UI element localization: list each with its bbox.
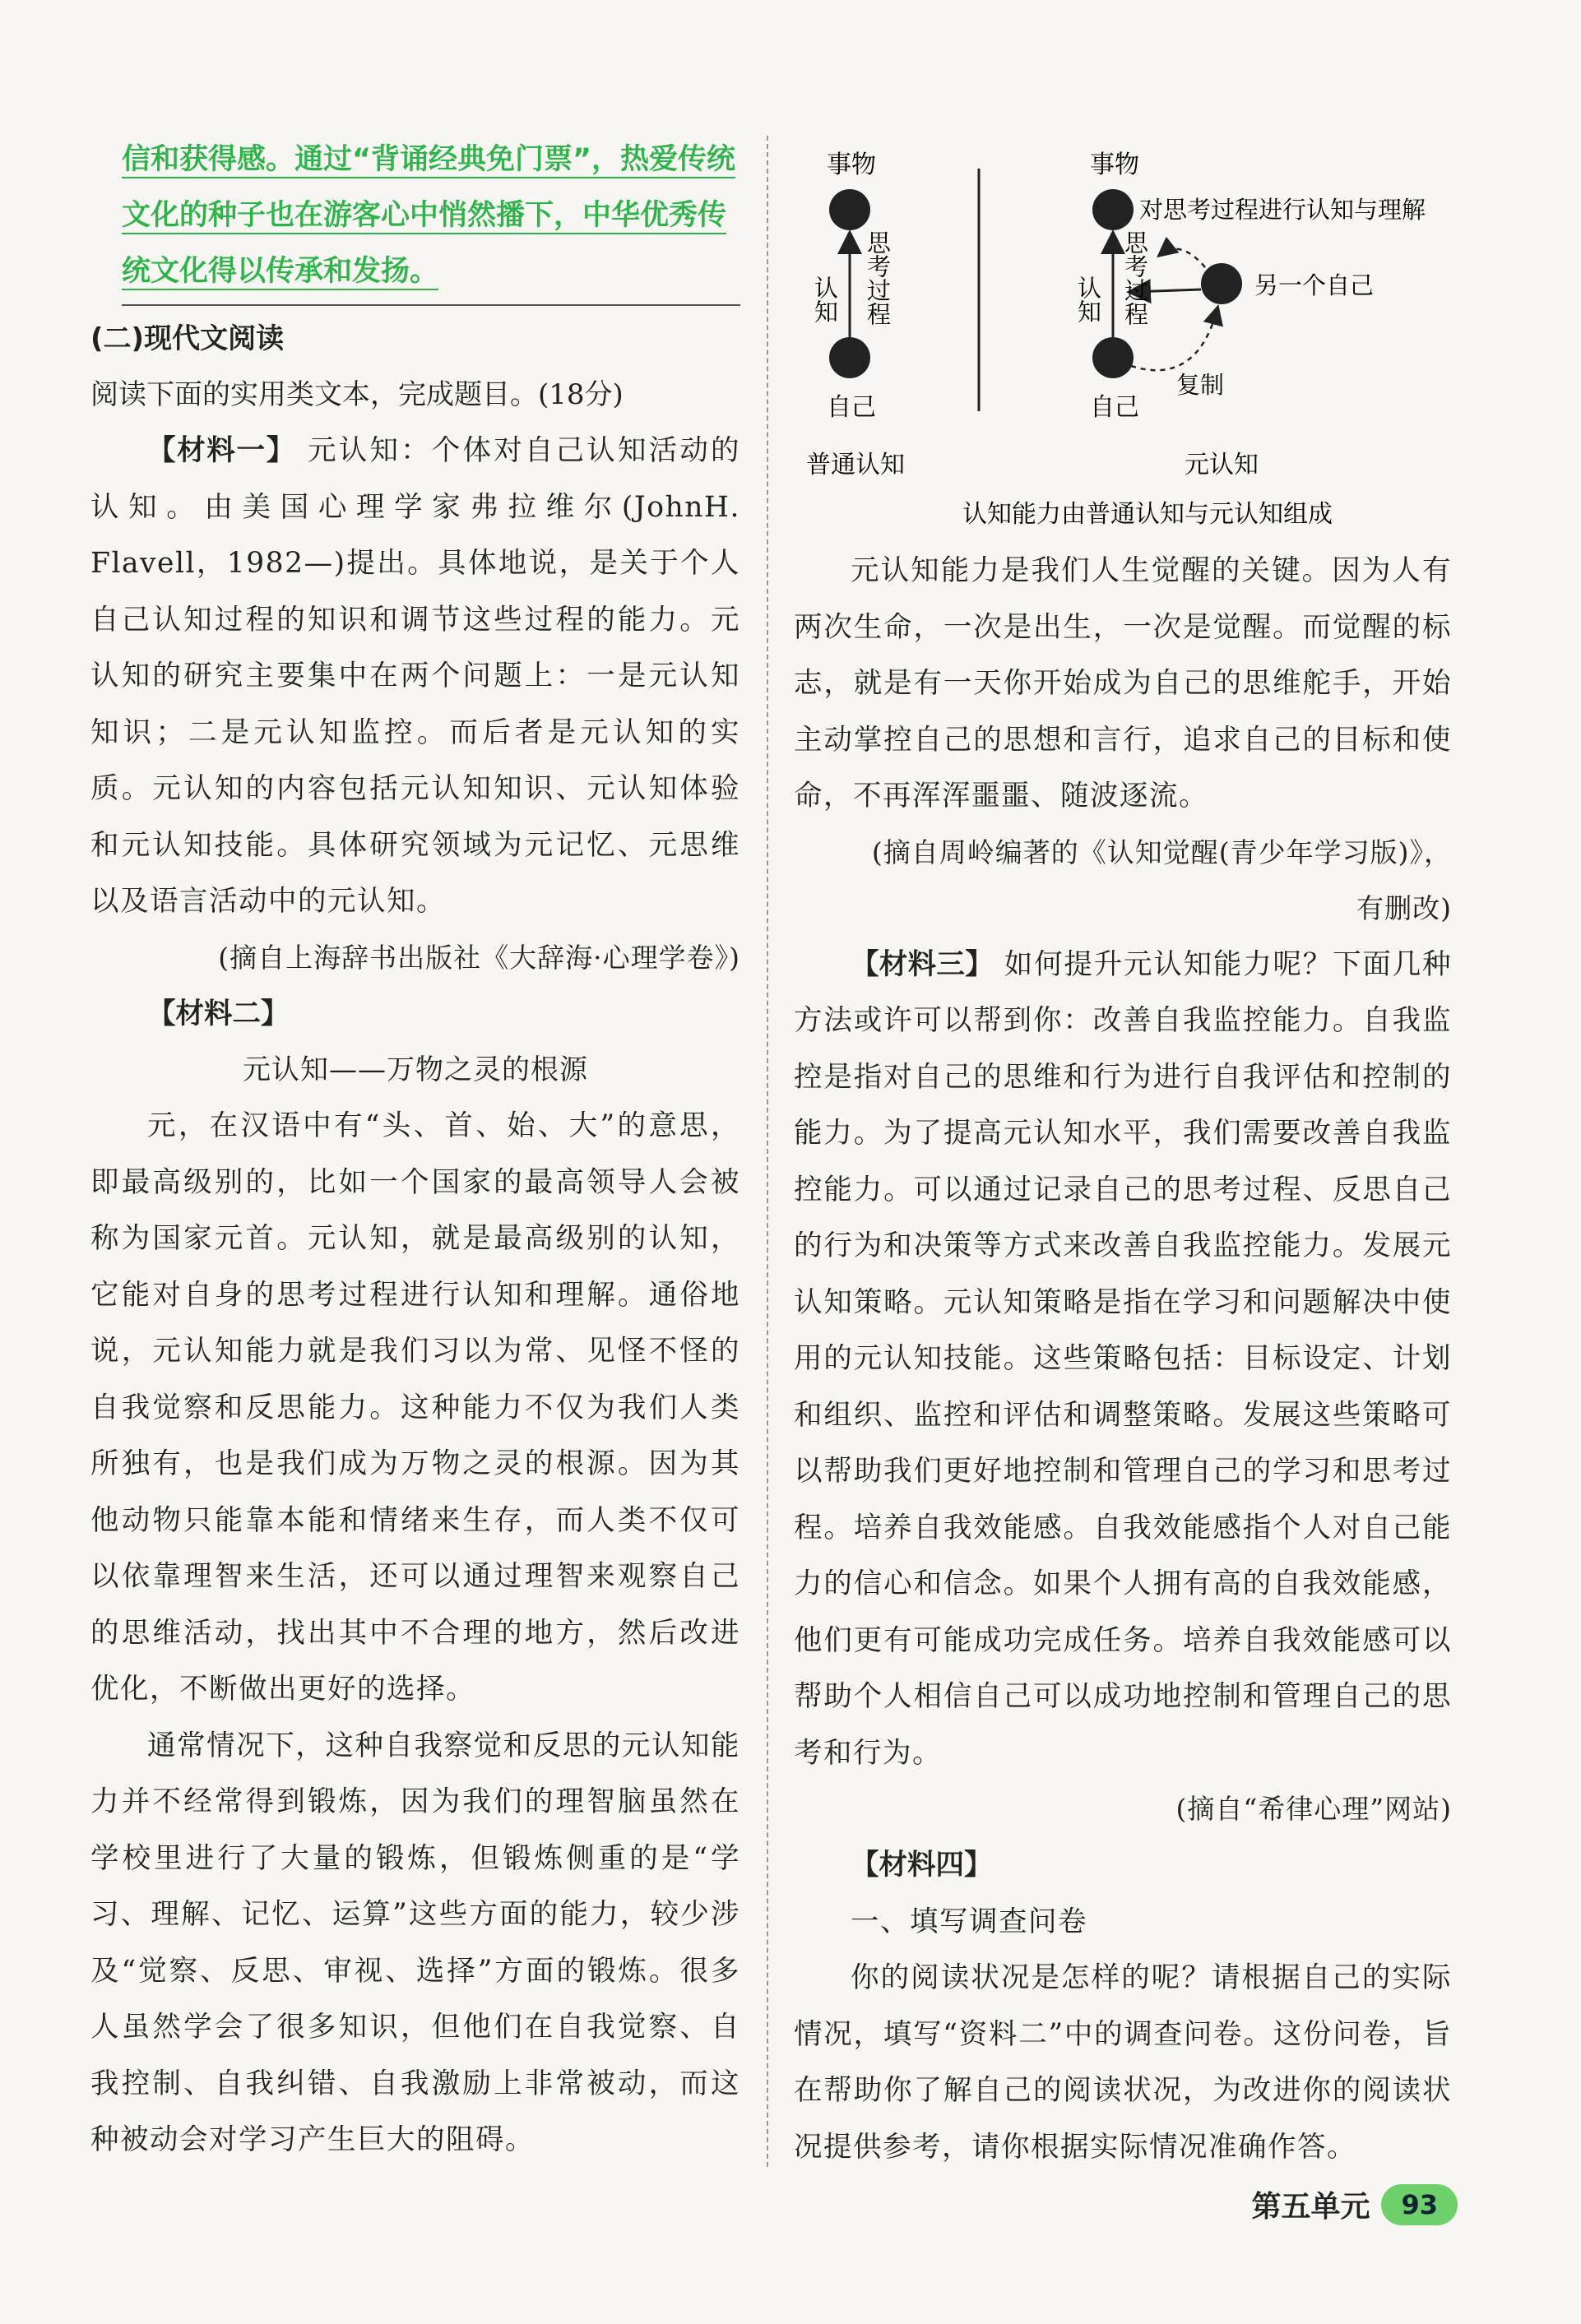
left-column (90, 132, 740, 2169)
right-caption: 元认知 (1185, 451, 1259, 479)
unit-name: 第五单元 (1251, 2190, 1370, 2224)
right-column (794, 132, 1452, 2175)
right-self-dot (1092, 337, 1134, 378)
green-line-1: 信和获得感。通过“背诵经典免门票”，热爱传统 (122, 143, 736, 176)
section-title: (二)现代文阅读 (90, 322, 285, 355)
material-1-text: 元认知：个体对自己认知活动的认知。由美国心理学家弗拉维尔(JohnH. Flavell，1982—)提出。具体地说，是关于个人自己认知过程的知识和调节这些过程的能力。元认知的研究主要集中在两个问题上：一是元认知知识；二是元认知监控。而后者是元认知的实质。元认知的内容包括元认知知识、元认知体验和元认知技能。具体研究领域为元记忆、元思维以及语言活动中的元认知。 (90, 434, 741, 918)
green-line-3: 统文化得以传承和发扬。 (122, 255, 439, 288)
normal-cognition-graphic (806, 150, 905, 479)
material-1-label: 【材料一】 (147, 434, 296, 467)
other-self-dot (1201, 263, 1242, 304)
material-3-source: (摘自“希律心理”网站) (1175, 1793, 1452, 1825)
answer-rule (122, 304, 740, 306)
left-cognize-label: 认知 (811, 275, 839, 323)
right-think-label: 思考过程 (1121, 230, 1149, 326)
material-3-text: 如何提升元认知能力呢？下面几种方法或许可以帮到你：改善自我监控能力。自我监控是指对自己的思维和行为进行自我评估和控制的能力。为了提高元认知水平，我们需要改善自我监控能力。可以通过记录自己的思考过程、反思自己的行为和决策等方式来改善自我监控能力。发展元认知策略。元认知策略是指在学习和问题解决中使用的元认知技能。这些策略包括：目标设定、计划和组织、监控和评估和调整策略。发展这些策略可以帮助我们更好地控制和管理自己的学习和思考过程。培养自我效能感。自我效能感指个人对自己能力的信心和信念。如果个人拥有高的自我效能感，他们更有可能成功完成任务。培养自我效能感可以帮助个人相信自己可以成功地控制和管理自己的思考和行为。 (794, 947, 1453, 1770)
instruction: 阅读下面的实用类文本，完成题目。(18分) (90, 378, 624, 411)
left-self-dot (829, 337, 870, 378)
right-cognize-label: 认知 (1074, 275, 1102, 323)
material-4-label: 【材料四】 (851, 1849, 993, 1882)
column-divider (767, 136, 768, 2167)
page-number: 93 (1381, 2184, 1458, 2225)
material-2-paragraph-3: 元认知能力是我们人生觉醒的关键。因为人有两次生命，一次是出生，一次是觉醒。而觉醒的标志，就是有一天你开始成为自己的思维舵手，开始主动掌控自己的思想和言行，追求自己的目标和使命，不再浑浑噩噩、随波逐流。 (794, 554, 1452, 812)
diagram-caption: 认知能力由普通认知与元认知组成 (962, 500, 1333, 529)
material-2-label-line (90, 986, 740, 1043)
diagram-svg (794, 132, 1452, 543)
cognition-diagram (794, 132, 1452, 543)
material-2-title: 元认知——万物之灵的根源 (243, 1053, 588, 1086)
highlighted-answer (90, 132, 740, 299)
material-2-source-1: (摘自周岭编著的《认知觉醒(青少年学习版)》， (871, 836, 1452, 868)
material-2-source-2: 有删改) (1356, 891, 1452, 924)
material-4-text: 你的阅读状况是怎样的呢？请根据自己的实际情况，填写“资料二”中的调查问卷。这份问卷，旨在帮助你了解自己的阅读状况，为改进你的阅读状况提供参考，请你根据实际情况准确作答。 (794, 1961, 1452, 2164)
material-1-source: (摘自上海辞书出版社《大辞海·心理学卷》) (218, 941, 740, 974)
right-bottom-label: 自己 (1090, 393, 1139, 422)
copy-label: 复制 (1176, 371, 1225, 399)
material-1 (90, 423, 740, 930)
understand-label: 对思考过程进行认知与理解 (1139, 196, 1426, 224)
right-thing-dot (1092, 189, 1134, 230)
left-think-label: 思考过程 (864, 230, 892, 326)
page-footer (1251, 2183, 1458, 2225)
material-3 (794, 937, 1452, 1782)
left-thing-dot (829, 189, 870, 230)
material-4-label-line (794, 1837, 1452, 1894)
meta-cognition-graphic (1074, 150, 1426, 479)
left-top-label: 事物 (827, 150, 876, 179)
left-caption: 普通认知 (806, 451, 905, 479)
material-2-label: 【材料二】 (147, 997, 290, 1030)
material-4-subheading: 一、填写调查问卷 (851, 1905, 1087, 1938)
material-2-paragraph-2: 通常情况下，这种自我察觉和反思的元认知能力并不经常得到锻炼，因为我们的理智脑虽然在学校里进行了大量的锻炼，但锻炼侧重的是“学习、理解、记忆、运算”这些方面的能力，较少涉及“觉察、反思、审视、选择”方面的锻炼。很多人虽然学会了很多知识，但他们在自我觉察、自我控制、自我纠错、自我激励上非常被动，而这种被动会对学习产生巨大的阻碍。 (90, 1729, 740, 2156)
green-line-2: 文化的种子也在游客心中悄然播下，中华优秀传 (122, 199, 727, 232)
right-top-label: 事物 (1090, 150, 1139, 179)
material-2-paragraph-1: 元，在汉语中有“头、首、始、大”的意思，即最高级别的，比如一个国家的最高领导人会被称为国家元首。元认知，就是最高级别的认知，它能对自身的思考过程进行认知和理解。通俗地说，元认知能力就是我们习以为常、见怪不怪的自我觉察和反思能力。这种能力不仅为我们人类所独有，也是我们成为万物之灵的根源。因为其他动物只能靠本能和情绪来生存，而人类不仅可以依靠理智来生活，还可以通过理智来观察自己的思维活动，找出其中不合理的地方，然后改进优化，不断做出更好的选择。 (90, 1109, 740, 1706)
dashed-reflect-arrow (1160, 249, 1205, 267)
other-self-label: 另一个自己 (1254, 271, 1375, 299)
material-3-label: 【材料三】 (851, 947, 994, 981)
left-bottom-label: 自己 (827, 393, 876, 422)
